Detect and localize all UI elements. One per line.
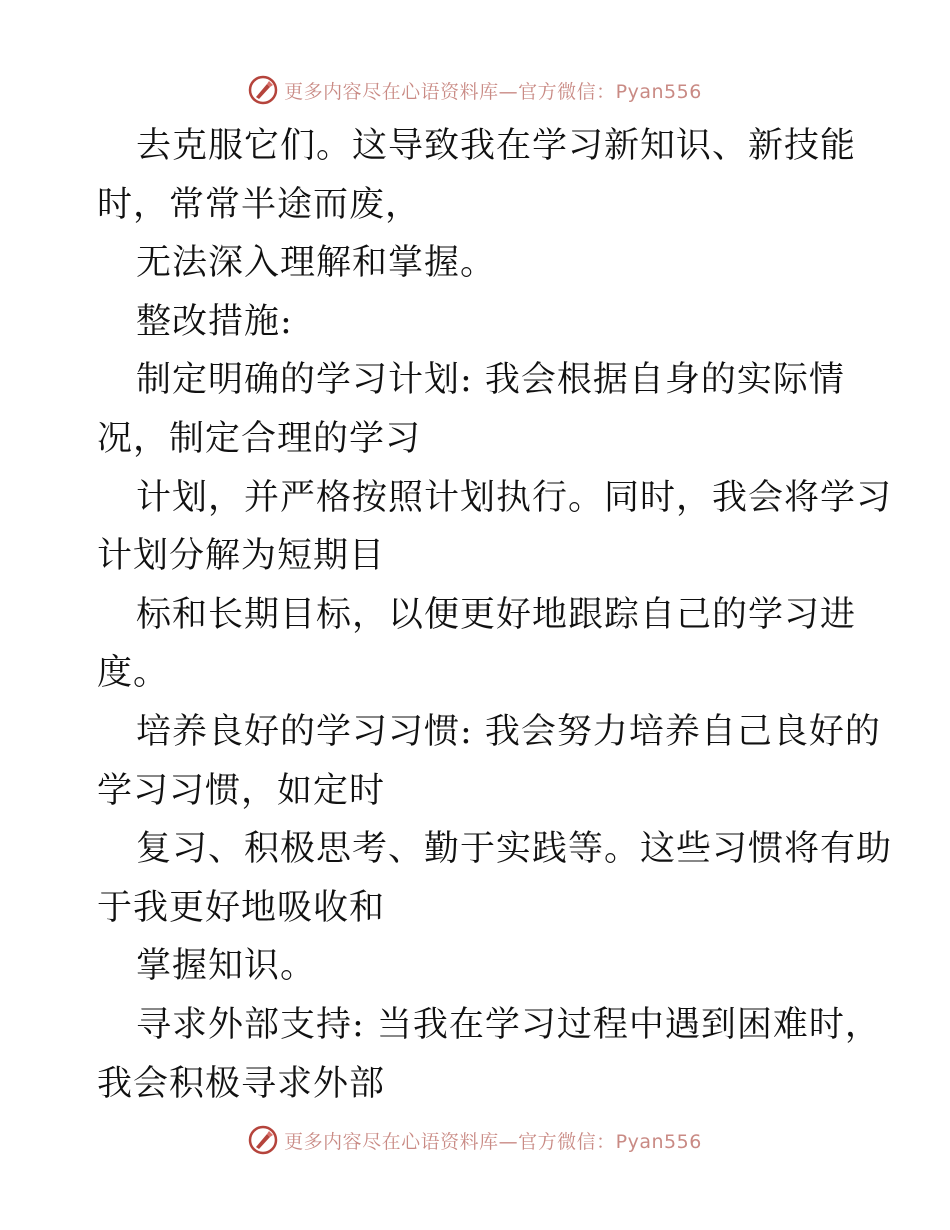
paragraph-line: 计划分解为短期目 [97,536,386,577]
paragraph-line: 制定明确的学习计划: 我会根据自身的实际情 [136,360,845,401]
paragraph-line: 去克服它们。这导致我在学习新知识、新技能 [136,126,857,166]
paragraph-line: 无法深入理解和掌握。 [136,243,497,284]
paragraph-line: 我会积极寻求外部 [97,1063,386,1104]
paragraph-line: 整改措施: [136,301,293,342]
paragraph-line: 学习习惯，如定时 [97,770,386,811]
paragraph-line: 寻求外部支持: 当我在学习过程中遇到困难时， [136,1005,881,1045]
header-watermark [0,72,950,108]
watermark-text: 更多内容尽在心语资料库—官方微信：Pyan556 [284,80,702,103]
paragraph-line: 复习、积极思考、勤于实践等。这些习惯将有助 [136,829,893,870]
paragraph-line: 计划，并严格按照计划执行。同时，我会将学习 [136,477,893,518]
paragraph-line: 度。 [97,653,170,694]
footer-watermark [0,1122,950,1158]
paragraph-line: 掌握知识。 [136,946,317,987]
paragraph-line: 于我更好地吸收和 [97,887,386,928]
watermark-text: 更多内容尽在心语资料库—官方微信：Pyan556 [284,1130,702,1153]
pen-seal-icon [248,75,278,105]
pen-seal-icon [248,1125,278,1155]
paragraph-line: 培养良好的学习习惯: 我会努力培养自己良好的 [136,712,881,752]
paragraph-line: 况，制定合理的学习 [97,419,422,459]
paragraph-line: 标和长期目标，以便更好地跟踪自己的学习进 [136,594,857,635]
paragraph-line: 时，常常半途而废， [97,184,422,225]
